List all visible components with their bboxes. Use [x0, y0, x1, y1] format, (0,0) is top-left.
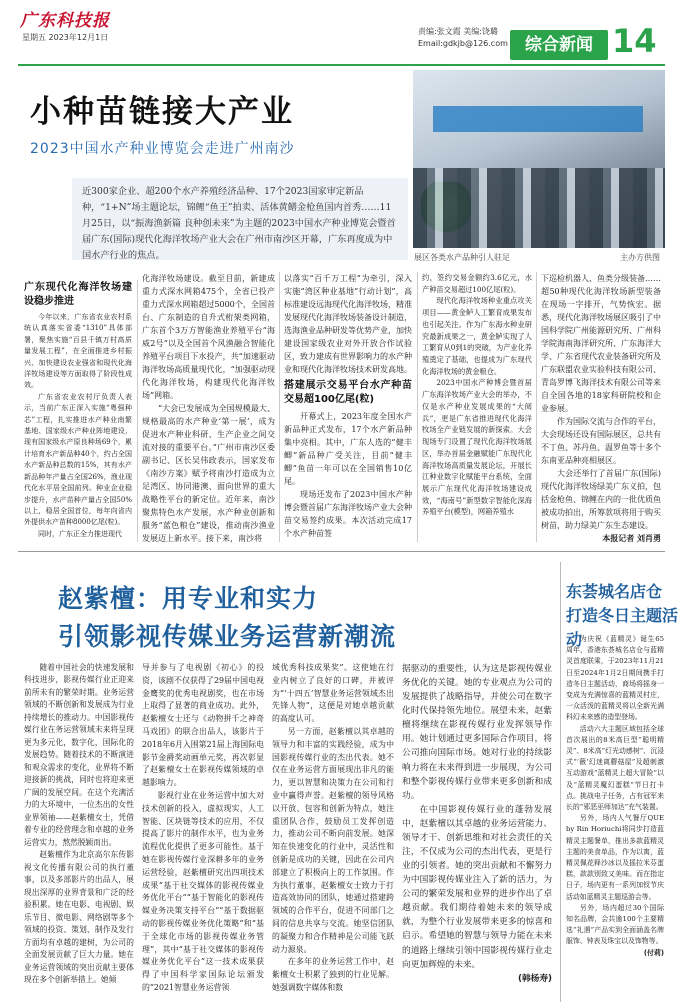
paragraph: 活动六大主题区域包括全球首次展出的8米高巨型“聪明精灵”、8米高“灯光动感树”、沉浸式“‘薇’幻迷离蘑菇屋”及超刺激互动游戏“蓝精灵上超大冒险”以及“蓝精灵魔幻蛋糕”节日打卡点。挑战电子任务，占有冠军来长的“邪恶巫师加达”充气装置。 [566, 724, 664, 812]
paragraph: 另一方面，赵紫檀以其卓越的领导力和丰富的实践经验，成为中国影视传媒行业的杰出代表。她不仅在业务运营方面展现出非凡的能力，更以智慧和决策力在公司和行业中赢得声誉。赵紫檀的领导风格以开放、包容和创新为特点，她注重团队合作，鼓励员工发挥创造力，推动公司不断向前发展。她深知在快速变化的行业中，灵活性和创新是成功的关键，因此在公司内部建立了积极向上的工作氛围。作为执行董事，赵紫檀女士致力于打造高效协同的团队，她通过搭建跨领域的合作平台，促进不同部门之间的信息共享与交流。她坚信团队的凝聚力和合作精神是公司能飞跃动力源泉。 [272, 726, 394, 954]
paragraph: 在多年的业务运营工作中，赵紫檀女士积累了独到的行业见解。她强调数字媒体和数 [272, 957, 394, 992]
paragraph: 影视行业在业务运营中加大对技术创新的投入，虚拟现实、人工智能、区块链等技术的应用，不仅提高了影片的制作水平，也为业务流程优化提供了更多可能性。基于她在影视传媒行业深耕多年的业务运营经验，赵紫檀研究出四项技术成果“基于社交媒体的影视传媒业务优化平台”“基于智能化的影视传媒业务决策支持平台”“基于数据驱动的影视传媒业务优化策略”和“基于全球化市场的影视传媒业务管理”，其中“基于社交媒体的影视传媒业务优化平台”这一技术成果获得了中国科学家国际论坛颁发的“2021智慧业务运营领 [142, 790, 264, 992]
photo-caption [414, 252, 660, 263]
issue-date: 星期五 2023年12月1日 [22, 33, 109, 42]
column-divider [417, 272, 418, 542]
article2-title [58, 580, 396, 656]
paragraph: 随着中国社会的快速发展和科技进步，影视传媒行业正迎来前所未有的繁荣时期。业务运营领域的不断创新和发展成为行业持续增长的推动力。中国影视传媒行业在务运营领域未来将呈现更为多元化，数字化，国际化的发展趋势。随着技术的不断演进和观众需求的变化，业界将不断迎接新的挑战，同时也将迎来更广阔的发展空间。在这个充满活力的大环境中，一位杰出的女性业界领袖——赵紫檀女士，凭借着专业的经营理念和卓越的业务运营实力，熬然脱颖而出。 [24, 663, 134, 847]
article3-title-line1: 东荟城名店仓 [566, 582, 663, 601]
photo-crowd-shape [413, 168, 665, 248]
column-heading: 搭建展示交易平台水产种苗交易超100亿尾(粒) [284, 380, 412, 405]
section-tag: 综合新闻 [510, 30, 608, 60]
article1-column-3 [284, 272, 412, 540]
paragraph: 广东省农业农村厅负责人表示，当前广东正深入实施“粤强种芯”工程，扎实推进水产种业南繁基地、国家级水产种业阵地建设，现有国家级水产原良种场69个，累计培育水产新品种40个，约占全国水产新品种总数的15%，其有水产新品种年产量占全国26%，渔业现代化水平居全国前列。种业企业稳步提升，水产苗种产量占全国50%以上，稳居全国首位，每年向省内外提供水产苗种8000亿尾(粒)。 [24, 392, 132, 527]
article1-title: 小种苗链接大产业 [30, 94, 294, 130]
paragraph: 域优秀科技成果奖”。这使她在行业内树立了良好的口碑，并被评为“‘十四五’智慧业务运营领域杰出先锋人物”，这便是对她卓越贡献的高度认可。 [272, 663, 394, 724]
paragraph: 导并参与了电视剧《初心》的投资，该剧不仅获得了29届中国电视金鹰奖的优秀电视剧奖，也在市场上取得了显著的商业成功。此外，赵紫檀女士还与《动物拼千之神奇马戏团》的联合出品人，该影片于2018年6月入围第21届上海国际电影节金爵奖动画单元奖，再次彰显了赵紫檀女士在影视传媒领域的卓越影响力。 [142, 663, 264, 788]
paragraph: 为庆祝《蓝精灵》诞生65周年，香港东荟城名店仓与蓝精灵首度联乘，于2023年11月21日至2024年1月2日期间携手打造冬日主题活动，商场将摇身一变成为充满惊喜的蓝精灵村庄，一众活泼的蓝精灵将以全新光满科幻未来感的造型登场。 [566, 635, 664, 722]
article1-column-4 [422, 272, 532, 518]
newspaper-logo: 广东科技报 [20, 11, 110, 31]
article2-title-line1: 赵紫檀：用专业和实力 [58, 584, 319, 613]
paragraph: 下巡检机器人、鱼类分级装备……超50种现代化海洋牧场新型装备在现场一字排开，气势恢宏。据悉，现代化海洋牧场展区吸引了中国科学院广州能源研究所、广州科学院海南海洋研究所、广东海洋大学、广东省现代农业装备研究所及广东联盟农业实验科技有限公司、青岛罗博飞海洋技术有限公司等来自全国各地的18家科研院校和企业参展。 [541, 274, 661, 413]
paragraph: 据驱动的重要性，认为这是影视传媒业务优化的关键。她的专业观点为公司的发展提供了战略指导，并使公司在数字化时代保持领先地位。展望未来，赵紫檀将继续在影视传媒行业发挥领导作用。她计划通过更多国际合作项目，将公司推向国际市场。她对行业的持续影响力将在未来得到进一步展现，为公司和整个影视传媒行业带来更多创新和成功。 [402, 664, 552, 801]
article2-column-3 [272, 662, 394, 995]
editor-credits [418, 26, 508, 50]
paragraph: 以落实“百千万工程”为牵引，深入实施“湾区种业基地”行动计划”，高标准建设远海现代化海洋牧场，精准发展现代化海洋牧场装备设计制造，选海渔业品种研发等优势产业，加快建设国家级农业对外开放合作试验区，致力建成有世界影响力的水产种业和现代化海洋牧场技术研发高地。 [284, 274, 412, 374]
lead-text: 近300家企业、超200个水产养殖经济品种、17个2023国家审定新品种，“1+N”场主题论坛，锦鲤“鱼王”拍卖、活体黄鳝金枪鱼国内首秀……11月25日，以“振海渔新篇 良种创未来”为主题的2023中国水产种业博览会暨首届广东(国际)现代化海洋牧场产业大会在广州市南沙区开幕，广东再度成为中国水产行业的焦点。 [82, 186, 396, 261]
article1-column-2 [142, 272, 275, 545]
article1-lead [72, 178, 408, 260]
paragraph: 另外，场内超过30个国际知名品牌，会共逾100个主要精选“礼遇”产品实到全面涵盖名牌服饰、钟表及珠宝以及饰物等。 [566, 903, 664, 946]
paragraph: 开幕式上，2023年度全国水产新品种正式发布，17个水产新品种集中亮相。其中，广东人选的“健丰鲫”新品种广受关注，目前“健丰鲫”鱼苗一年可以在全国销售10亿尾。 [284, 412, 412, 486]
paragraph: 现场还发布了2023中国水产种博会暨首届广东海洋牧场产业大会种苗交易签约成果。本次活动完成17个水产种苗签 [284, 490, 412, 538]
article1-byline: 本报记者 刘肖勇 [602, 534, 661, 543]
paragraph: “大会已发展成为全国规模最大、规格最高的水产种业‘第一展’，成为促进水产种业科研、生产企业之间交流对接的重要平台。”广州市南沙区委副书记、区长吴伟政表示，国家发布《南沙方案》赋予将南沙打造成为立足湾区、协同港澳、面向世界的重大战略性平台的新定位。近年来，南沙聚焦特色水产发展，水产种业创新和服务“蓝色粮仓”建设，推动南沙渔业发展迈上新水平。接下来，南沙将 [142, 404, 275, 543]
paragraph: 另外，场内人气餐厅QUE by Rin Horiuchi将同步打造蓝精灵主题餐单，推出多款蓝精灵主题的美食单品，作为以寓，蓝精灵佩花释沙冰以及摇拉米芬蛋糕，款款别致又美味。而在指定日子，场内更有一系列加钗节庆活动如蓝精灵主题巡游会等。 [566, 814, 664, 901]
expo-photo [413, 70, 665, 248]
article1-subtitle: 2023中国水产种业博览会走进广州南沙 [30, 141, 295, 157]
photo-credit: 主办方供图 [620, 253, 660, 262]
column-divider [536, 272, 537, 542]
paragraph: 化海洋牧场建设。截至目前，新建成重力式深水网箱475个，全省已投产重力式深水网箱超过5000个，全国首台、广东制造的自升式桁架类网箱，广东首个3万方智能渔业养殖平台“海威2号”以及全国首个风渔融合智能化养殖平台项目下水投产，共“加速驱动海洋牧场高质量现代化，“加强驱动现代化海洋牧场，构建现代化海洋牧场”网箱。 [142, 274, 275, 400]
paragraph: 同时，广东正全力推进现代 [38, 529, 122, 538]
paragraph: 今年以来，广东省农业农村系统认真落实省委“1310”具体部署，聚焦实施“百县千镇万村高质量发展工程”，在全面推进乡村振兴、加快建设农业强省和现代化海洋牧场建设等方面取得了阶段性成效。 [24, 313, 132, 390]
paragraph: 现代化海洋牧场种业重点攻关项目——黄金鲈人工繁育成果发布也引起关注。作为广东海水种业研究最新成果之一，黄金鲈实现了人工繁育从0到1的突破，为产业化养殖奠定了基础，也提成为广东现代化海洋牧场的黄金粮仓。 [422, 296, 532, 376]
page-number: 14 [612, 22, 657, 60]
masthead-divider [18, 64, 665, 66]
editor-names: 责编:张文霞 美编:饶璐 [418, 27, 498, 36]
article1-column-1 [24, 278, 132, 540]
article1-column-5 [541, 272, 661, 545]
paragraph: 作为国际交流与合作的平台，大会现场还设有国际展区，总共有不丁鱼、苏丹鱼、温罗鱼等十多个东南亚品种亮相展区。 [541, 417, 661, 465]
sidebar-divider [560, 562, 561, 1002]
paragraph: 赵紫檀作为北京高尔东传影视文化传播有限公司的执行董事，以及多部影片的出品人，展现出深厚的业界背景和广泛的经验积累。她在电影、电视剧、娱乐节目、微电影、网络剧等多个领域的投资、策划、制作及发行方面均有卓越的建树，为公司的全面发展贡献了巨大力量。她在业务运营领域的突出贡献主要体现在多个创新举措上。她倾 [24, 850, 134, 985]
paragraph: 2023中国水产种博会暨首届广东海洋牧场产业大会的举办，不仅是水产种业发展成果的“大阅兵”，更是广东省推进现代化海洋牧场全产业链发展的新探索。大会现场专门设置了现代化海洋牧场展区，举办首届金融赋能广东现代化海洋牧场高质量发展论坛，开展长江种业数字化赋能平台系统，全面展示广东现代化海洋牧场建设成效，“海南号”新型数字智能化深海养殖平台(模型)，网箱养殖水 [422, 378, 532, 517]
photo-banner-shape [433, 106, 643, 132]
section-divider [18, 551, 665, 552]
article2-column-1 [24, 662, 134, 987]
article3-column [566, 634, 664, 959]
article3-title-line2: 打造冬日主题活动 [566, 606, 679, 649]
article2-column-2 [142, 662, 264, 995]
paragraph: 在中国影视传媒行业的蓬勃发展中，赵紫檀以其卓越的业务运营能力、领导才干、创新思维和对社会责任的关注，不仅成为公司的杰出代表，更是行业的引领者。她的突出贡献和不懈努力为中国影视传媒业注入了新的活力，为公司的繁荣发展和业界的进步作出了卓越贡献。我们期待着她未来的领导成就，为整个行业发展带来更多的惊喜和启示。希望她的智慧与领导力能在未来的道路上继续引领中国影视传媒行业走向更加辉煌的未来。 [402, 804, 552, 970]
article2-title-line2: 引领影视传媒业务运营新潮流 [58, 622, 397, 651]
paragraph: 约，签约交易金额约3.6亿元，水产种苗交易超过100亿尾(粒)。 [422, 273, 532, 294]
caption-text: 展区各类水产品种引人驻足 [414, 253, 510, 262]
article2-column-4 [402, 662, 552, 986]
column-divider [279, 272, 280, 542]
column-heading: 广东现代化海洋牧场建设稳步推进 [24, 282, 132, 307]
editor-email: Email:gdkjb@126.com [418, 39, 508, 48]
column-divider [137, 280, 138, 542]
article2-byline: (韩杨寿) [517, 973, 552, 984]
paragraph: 大会还举行了首届广东(国际)现代化海洋牧场绿美广东义拍，包括金枪鱼、锦鲤在内的一批优质鱼被成功拍出，所筹款项将用于购买树苗，助力绿美广东生态建设。 [541, 469, 661, 530]
article3-byline: (付莉) [643, 948, 664, 957]
